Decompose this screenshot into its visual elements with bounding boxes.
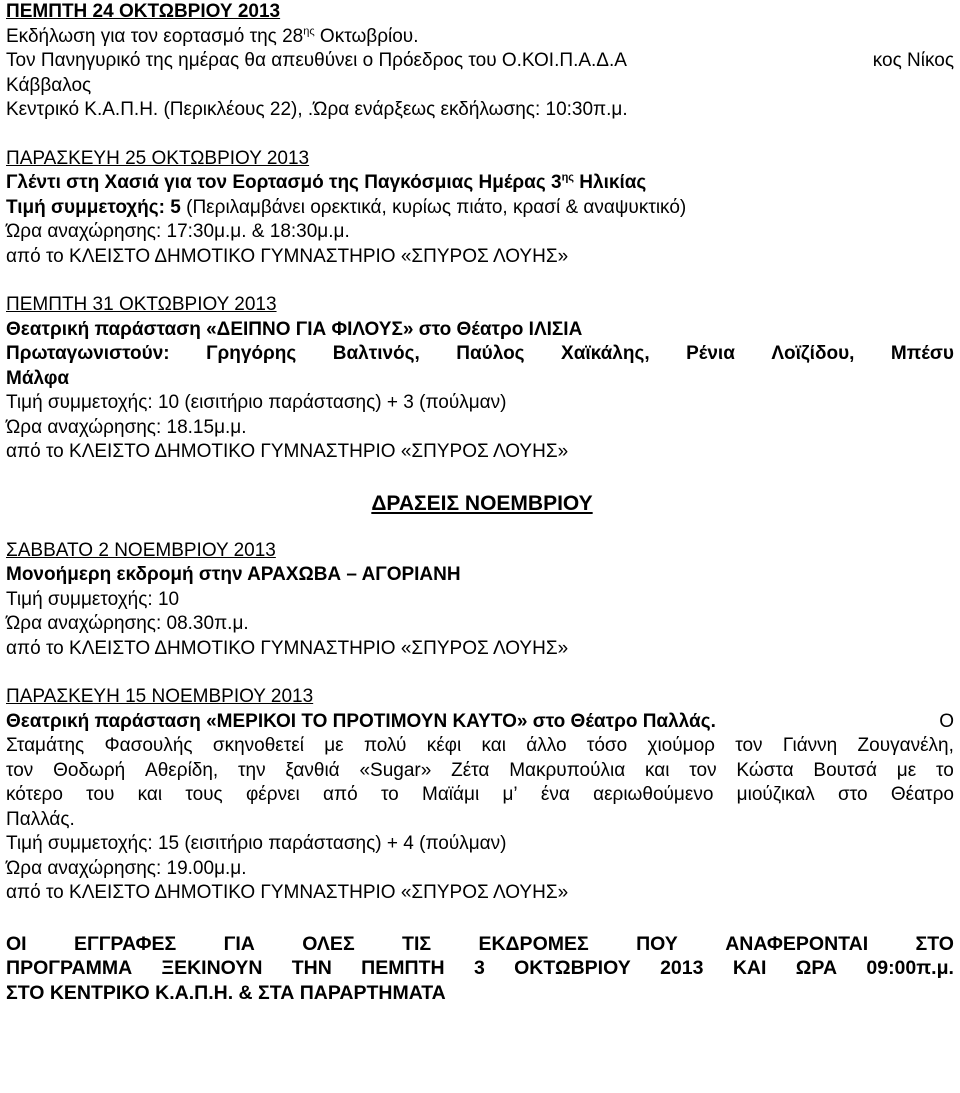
event-place: από το ΚΛΕΙΣΤΟ ΔΗΜΟΤΙΚΟ ΓΥΜΝΑΣΤΗΡΙΟ «ΣΠΥΡΟΣ ΛΟΥΗΣ» — [6, 882, 569, 903]
word: Μακρυπούλια — [509, 759, 626, 781]
word: την — [238, 759, 266, 781]
price-details: (Περιλαμβάνει ορεκτικά, κυρίως πιάτο, κρασί & αναψυκτικό) — [180, 196, 687, 218]
ordinal-suffix: ης — [561, 171, 575, 184]
word: ξανθιά — [285, 759, 340, 781]
word: άλλο — [526, 735, 567, 756]
event-text — [6, 25, 954, 50]
word: ΑΝΑΦΕΡΟΝΤΑΙ — [725, 932, 869, 955]
event-text-part: Τον Πανηγυρικό της ημέρας θα απευθύνει ο Πρόεδρος του Ο.ΚΟΙ.Π.Α.Δ.Α — [6, 50, 627, 71]
event-text — [6, 49, 954, 74]
word: Πρωταγωνιστούν: — [6, 343, 170, 364]
event-text: Κάββαλος — [6, 74, 92, 96]
event-departure: Ώρα αναχώρησης: 17:30μ.μ. & 18:30μ.μ. — [6, 221, 350, 242]
spacer — [6, 519, 954, 539]
word: ΩΡΑ — [795, 957, 838, 979]
word: ΚΑΙ — [732, 957, 767, 979]
word: Μαϊάμι — [422, 784, 480, 805]
word: ΠΕΜΠΤΗ — [361, 957, 445, 979]
event-place: από το ΚΛΕΙΣΤΟ ΔΗΜΟΤΙΚΟ ΓΥΜΝΑΣΤΗΡΙΟ «ΣΠΥΡΟΣ ΛΟΥΗΣ» — [6, 637, 569, 659]
word: «Sugar» — [359, 759, 432, 781]
word: στο — [838, 784, 868, 805]
word: 2013 — [660, 957, 704, 979]
spacer — [6, 906, 954, 932]
word: το — [380, 784, 399, 805]
word: ΟΙ — [6, 932, 27, 955]
word: ΟΛΕΣ — [302, 932, 355, 955]
spacer — [6, 465, 954, 489]
event-departure: Ώρα αναχώρησης: 18.15μ.μ. — [6, 416, 247, 438]
spacer — [6, 661, 954, 685]
registration-notice — [6, 932, 954, 957]
word: αεριωθούμενο — [593, 784, 714, 805]
event-description — [6, 734, 954, 759]
word: κότερο — [6, 784, 63, 805]
word: Βαλτινός, — [332, 343, 420, 364]
price-label: Τιμή συμμετοχής: 5 — [6, 196, 181, 218]
word: τον — [6, 759, 34, 781]
word: μ’ — [502, 784, 518, 805]
word: και — [645, 759, 670, 781]
event-date: ΠΕΜΠΤΗ 31 ΟΚΤΩΒΡΙΟΥ 2013 — [6, 294, 277, 315]
word: ΣΤΟ — [915, 932, 954, 955]
spacer — [6, 123, 954, 147]
registration-notice: ΣΤΟ ΚΕΝΤΡΙΚΟ Κ.Α.Π.Η. & ΣΤΑ ΠΑΡΑΡΤΗΜΑΤΑ — [6, 981, 446, 1004]
word: Λοϊζίδου, — [771, 343, 855, 364]
event-price: Τιμή συμμετοχής: 10 (εισιτήριο παράστασης) + 3 (πούλμαν) — [6, 392, 507, 413]
word: Θοδωρή — [53, 759, 126, 781]
word: Γρηγόρης — [206, 343, 297, 364]
word: ΠΟΥ — [636, 932, 678, 955]
event-cast — [6, 342, 954, 367]
word: ΕΓΓΡΑΦΕΣ — [73, 932, 177, 955]
event-description-part: Ο — [939, 710, 954, 732]
word: το — [936, 759, 954, 781]
event-date: ΠΑΡΑΣΚΕΥΗ 15 ΝΟΕΜΒΡΙΟΥ 2013 — [6, 686, 314, 707]
word: με — [324, 735, 344, 756]
event-location-time: Κεντρικό Κ.Α.Π.Η. (Περικλέους 22), .Ώρα ενάρξεως εκδήλωσης: 10:30π.μ. — [6, 99, 628, 120]
event-text-part: Εκδήλωση για τον εορτασμό της 28 — [6, 25, 304, 47]
event-date: ΠΕΜΠΤΗ 24 ΟΚΤΩΒΡΙΟΥ 2013 — [6, 1, 281, 22]
word: Σταμάτης — [6, 735, 85, 756]
event-title-part: Θεατρική παράσταση «ΜΕΡΙΚΟΙ ΤΟ ΠΡΟΤΙΜΟΥΝ ΚΑΥΤΟ» στο Θέατρο Παλλάς. — [6, 710, 716, 732]
word: σκηνοθετεί — [212, 735, 304, 756]
word: ΠΡΟΓΡΑΜΜΑ — [6, 957, 133, 979]
word: 3 — [473, 957, 485, 979]
word: ΤΗΝ — [291, 957, 332, 979]
word: ΟΚΤΩΒΡΙΟΥ — [514, 957, 631, 979]
word: Χαϊκάλης, — [561, 343, 650, 364]
word: και — [481, 735, 506, 756]
event-date: ΠΑΡΑΣΚΕΥΗ 25 ΟΚΤΩΒΡΙΟΥ 2013 — [6, 147, 310, 169]
event-text-part: κος Νίκος — [872, 50, 954, 71]
word: Μπέσυ — [890, 343, 954, 364]
word: πολύ — [363, 735, 407, 756]
word: Ρένια — [686, 343, 735, 364]
word: ένα — [540, 784, 570, 805]
event-title — [6, 710, 954, 735]
word: Παύλος — [456, 343, 525, 364]
event-description — [6, 783, 954, 808]
word: τον — [735, 735, 763, 756]
word: ΞΕΚΙΝΟΥΝ — [161, 957, 263, 979]
word: από — [323, 784, 358, 805]
word: Θέατρο — [890, 784, 954, 805]
event-place: από το ΚΛΕΙΣΤΟ ΔΗΜΟΤΙΚΟ ΓΥΜΝΑΣΤΗΡΙΟ «ΣΠΥΡΟΣ ΛΟΥΗΣ» — [6, 441, 569, 462]
word: Γιάννη — [782, 735, 838, 756]
event-departure: Ώρα αναχώρησης: 08.30π.μ. — [6, 613, 249, 634]
word: μιούζικαλ — [736, 784, 815, 805]
event-cast: Μάλφα — [6, 367, 70, 389]
word: φέρνει — [245, 784, 300, 805]
event-text-part: Οκτωβρίου. — [314, 25, 419, 47]
word: τους — [185, 784, 223, 805]
event-departure: Ώρα αναχώρησης: 19.00μ.μ. — [6, 857, 247, 879]
word: κέφι — [426, 735, 462, 756]
word: με — [896, 759, 917, 781]
event-title — [6, 171, 954, 196]
event-place: από το ΚΛΕΙΣΤΟ ΔΗΜΟΤΙΚΟ ΓΥΜΝΑΣΤΗΡΙΟ «ΣΠΥΡΟΣ ΛΟΥΗΣ» — [6, 245, 569, 267]
word: τον — [689, 759, 717, 781]
spacer — [6, 269, 954, 293]
word: του — [86, 784, 115, 805]
word: ΓΙΑ — [223, 932, 255, 955]
word: Φασουλής — [104, 735, 193, 756]
word: Βουτσά — [813, 759, 877, 781]
word: Ζέτα — [451, 759, 490, 781]
event-title: Μονοήμερη εκδρομή στην ΑΡΑΧΩΒΑ – ΑΓΟΡΙΑΝΗ — [6, 564, 461, 585]
event-title: Θεατρική παράσταση «ΔΕΙΠΝΟ ΓΙΑ ΦΙΛΟΥΣ» στο Θέατρο ΙΛΙΣΙΑ — [6, 318, 583, 340]
ordinal-suffix: ης — [303, 25, 315, 38]
registration-notice — [6, 956, 954, 981]
event-price: Τιμή συμμετοχής: 10 — [6, 588, 180, 610]
word: 09:00π.μ. — [866, 957, 954, 979]
event-price: Τιμή συμμετοχής: 15 (εισιτήριο παράστασης) + 4 (πούλμαν) — [6, 833, 507, 854]
word: ΕΚΔΡΟΜΕΣ — [478, 932, 589, 955]
event-title-part: Ηλικίας — [574, 172, 647, 193]
word: Αθερίδη, — [145, 759, 219, 781]
word: τόσο — [586, 735, 628, 756]
event-description: Παλλάς. — [6, 808, 75, 830]
event-date: ΣΑΒΒΑΤΟ 2 ΝΟΕΜΒΡΙΟΥ 2013 — [6, 539, 276, 561]
word: χιούμορ — [647, 735, 715, 756]
event-price — [6, 196, 954, 221]
word: Ζουγανέλη, — [857, 735, 954, 756]
section-title: ΔΡΑΣΕΙΣ ΝΟΕΜΒΡΙΟΥ — [371, 491, 593, 515]
word: και — [137, 784, 163, 805]
word: ΤΙΣ — [402, 932, 432, 955]
event-description — [6, 759, 954, 784]
event-title-part: Γλέντι στη Χασιά για τον Εορτασμό της Παγκόσμιας Ημέρας 3 — [6, 172, 562, 193]
word: Κώστα — [736, 759, 794, 781]
